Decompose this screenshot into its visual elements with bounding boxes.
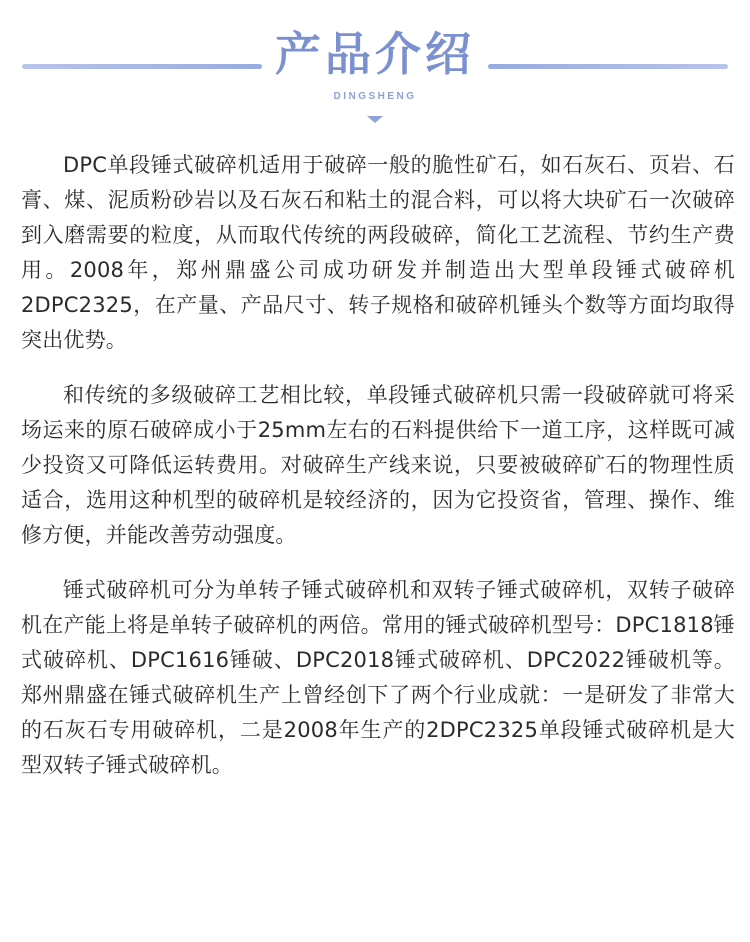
paragraph-intro: DPC单段锤式破碎机适用于破碎一般的脆性矿石，如石灰石、页岩、石膏、煤、泥质粉砂岩以及石灰石和粘土的混合料，可以将大块矿石一次破碎到入磨需要的粒度，从而取代传统的两段破碎，简化工艺流程、节约生产费用。2008年，郑州鼎盛公司成功研发并制造出大型单段锤式破碎机2DPC2325，在产量、产品尺寸、转子规格和破碎机锤头个数等方面均取得突出优势。 [21, 153, 735, 352]
header-divider-right [488, 64, 728, 69]
product-description [21, 148, 735, 803]
paragraph-comparison: 和传统的多级破碎工艺相比较，单段锤式破碎机只需一段破碎就可将采场运来的原石破碎成小于25mm左右的石料提供给下一道工序，这样既可减少投资又可降低运转费用。对破碎生产线来说，只要被破碎矿石的物理性质适合，选用这种机型的破碎机是较经济的，因为它投资省，管理、操作、维修方便，并能改善劳动强度。 [21, 383, 735, 547]
caret-down-icon [367, 116, 383, 123]
section-subtitle: DINGSHENG [333, 91, 417, 102]
section-title: 产品介绍 [275, 27, 475, 81]
paragraph-models: 锤式破碎机可分为单转子锤式破碎机和双转子锤式破碎机，双转子破碎机在产能上将是单转子破碎机的两倍。常用的锤式破碎机型号：DPC1818锤式破碎机、DPC1616锤破、DPC2018锤式破碎机、DPC2022锤破机等。郑州鼎盛在锤式破碎机生产上曾经创下了两个行业成就：一是研发了非常大的石灰石专用破碎机，二是2008年生产的2DPC2325单段锤式破碎机是大型双转子锤式破碎机。 [21, 578, 735, 777]
section-header [0, 0, 750, 130]
